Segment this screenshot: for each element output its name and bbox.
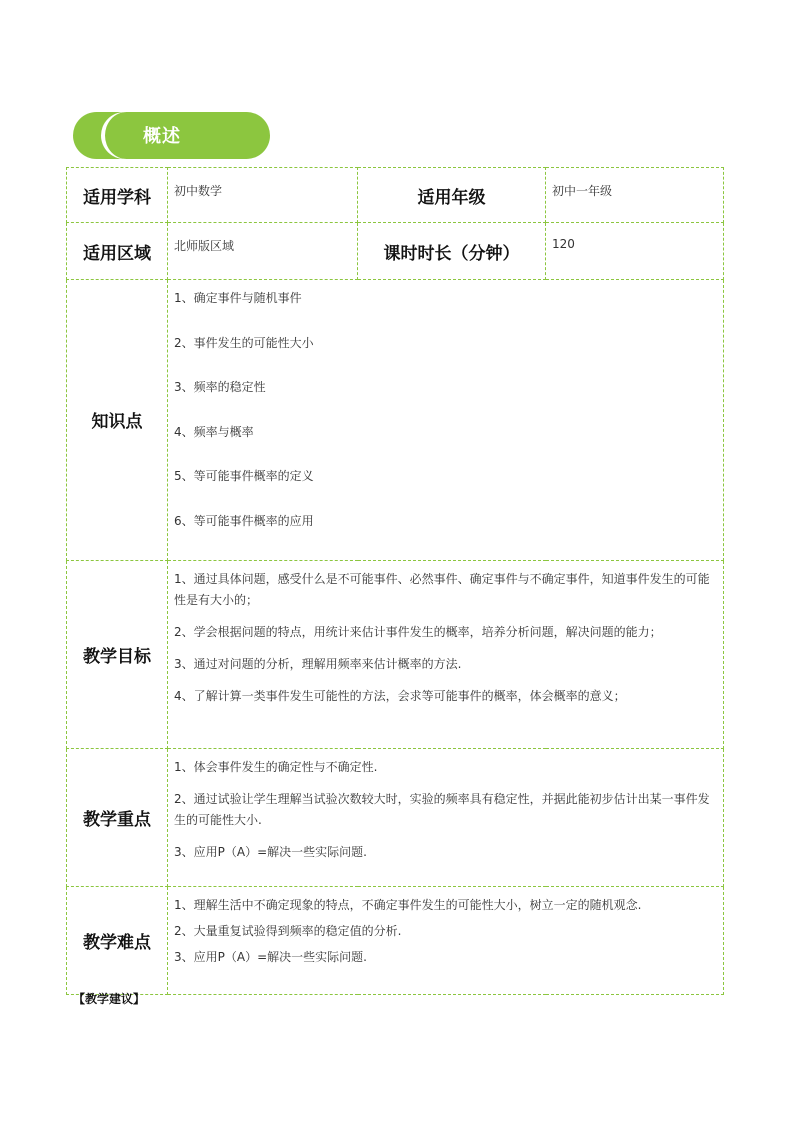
badge-foreground (103, 112, 270, 159)
list-item: 5、等可能事件概率的定义 (174, 469, 314, 484)
list-item: 3、频率的稳定性 (174, 380, 266, 395)
key-points-label: 教学重点 (67, 748, 168, 886)
difficulties-label: 教学难点 (67, 886, 168, 994)
region-label: 适用区域 (67, 223, 168, 280)
table-row (67, 886, 724, 994)
lesson-overview-table (66, 167, 724, 995)
goals-list (168, 560, 724, 748)
list-item: 3、应用P（A）=解决一些实际问题. (174, 844, 367, 859)
list-item: 2、大量重复试验得到频率的稳定值的分析. (174, 923, 402, 938)
list-item: 3、通过对问题的分析，理解用频率来估计概率的方法. (174, 656, 462, 671)
section-title: 概述 (143, 126, 181, 147)
grade-label: 适用年级 (358, 168, 546, 223)
subject-label: 适用学科 (67, 168, 168, 223)
list-item: 4、频率与概率 (174, 424, 254, 439)
table-row (67, 223, 724, 280)
teaching-suggestion-heading: 【教学建议】 (73, 992, 146, 1006)
list-item: 1、理解生活中不确定现象的特点，不确定事件发生的可能性大小，树立一定的随机观念. (174, 897, 642, 912)
list-item: 1、通过具体问题，感受什么是不可能事件、必然事件、确定事件与不确定事件，知道事件发生的可能性是有大小的； (174, 571, 710, 607)
list-item: 3、应用P（A）=解决一些实际问题. (174, 949, 367, 964)
list-item: 2、事件发生的可能性大小 (174, 335, 314, 350)
subject-value: 初中数学 (168, 168, 358, 223)
knowledge-list (168, 280, 724, 561)
list-item: 4、了解计算一类事件发生可能性的方法，会求等可能事件的概率，体会概率的意义； (174, 688, 626, 703)
key-points-list (168, 748, 724, 886)
grade-value: 初中一年级 (546, 168, 724, 223)
table-row (67, 748, 724, 886)
difficulties-list (168, 886, 724, 994)
region-value: 北师版区域 (168, 223, 358, 280)
section-badge (73, 112, 268, 159)
list-item: 2、通过试验让学生理解当试验次数较大时，实验的频率具有稳定性，并据此能初步估计出某一事件发生的可能性大小. (174, 791, 710, 827)
knowledge-label: 知识点 (67, 280, 168, 561)
table-row (67, 168, 724, 223)
goals-label: 教学目标 (67, 560, 168, 748)
duration-value: 120 (546, 223, 724, 280)
list-item: 1、体会事件发生的确定性与不确定性. (174, 759, 378, 774)
duration-label: 课时时长（分钟） (358, 223, 546, 280)
list-item: 1、确定事件与随机事件 (174, 291, 302, 305)
table-row (67, 560, 724, 748)
list-item: 6、等可能事件概率的应用 (174, 513, 314, 528)
table-row (67, 280, 724, 561)
list-item: 2、学会根据问题的特点，用统计来估计事件发生的概率，培养分析问题，解决问题的能力； (174, 624, 662, 639)
